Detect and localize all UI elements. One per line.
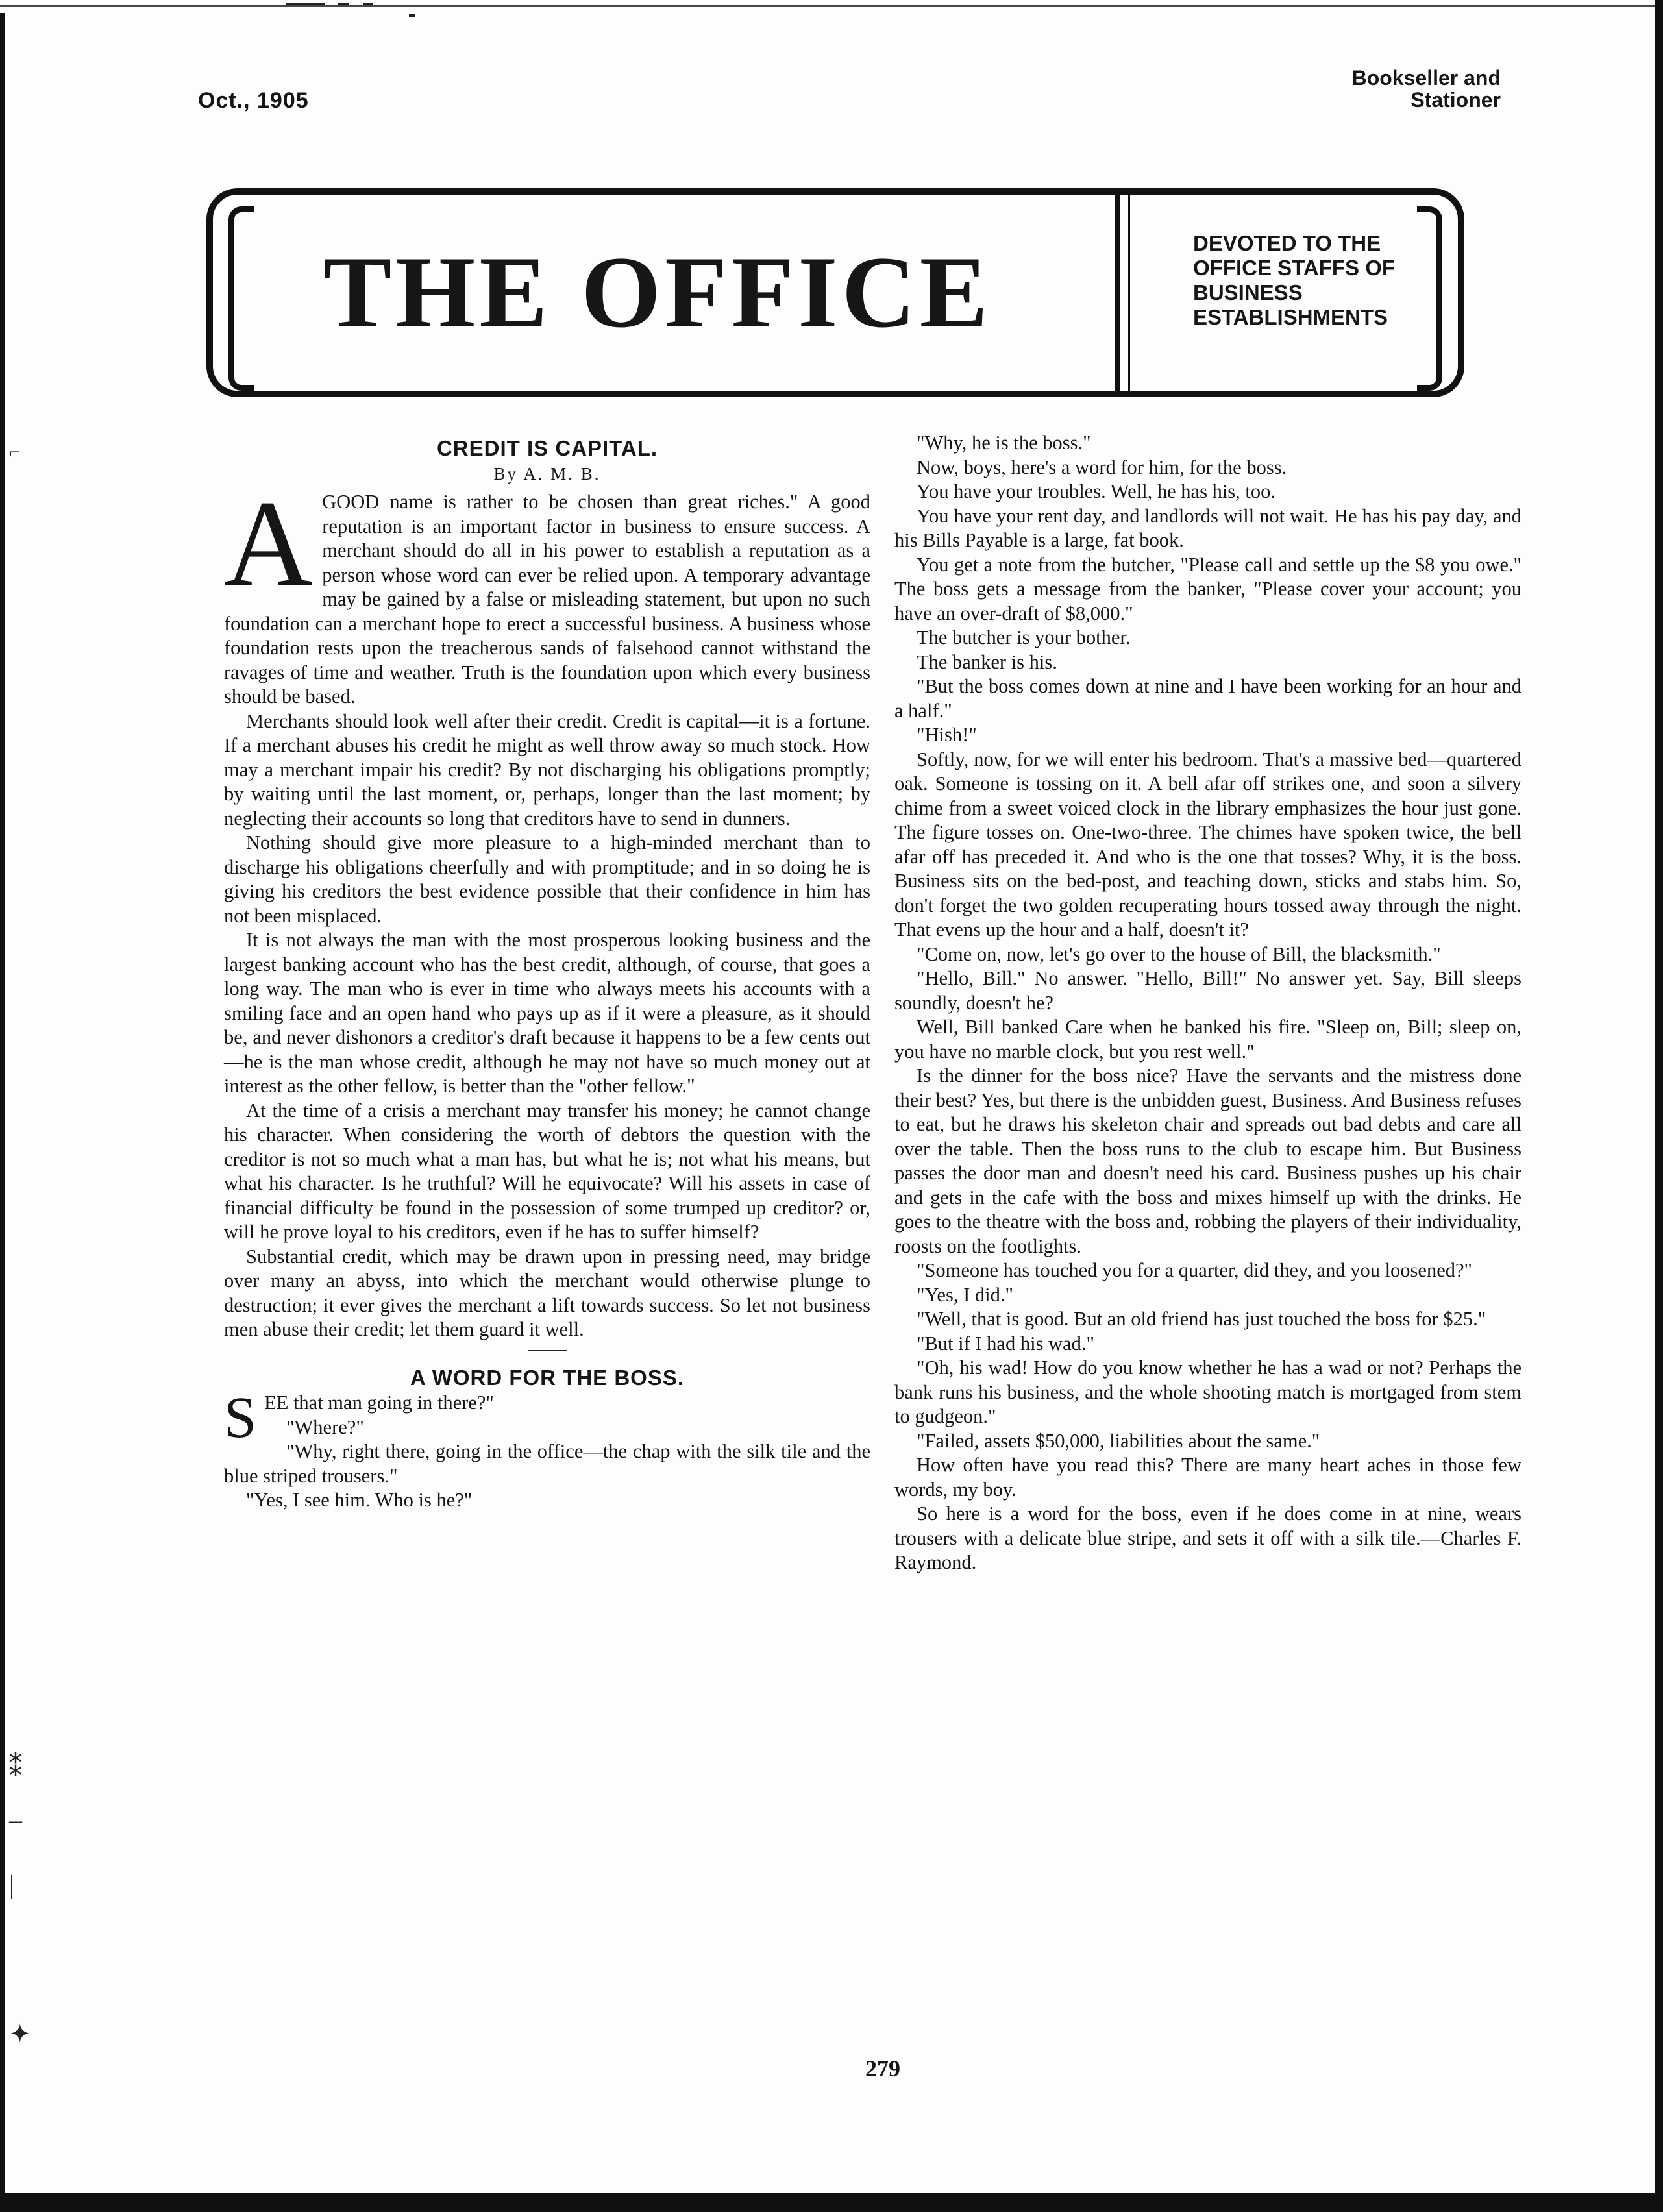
publication-name-line1: Bookseller and (1351, 66, 1501, 90)
section-title: THE OFFICE (323, 236, 992, 349)
margin-mark: | (9, 1870, 15, 1899)
page-number: 279 (865, 2056, 900, 2082)
article-paragraph: How often have you read this? There are many heart aches in those few words, my boy. (894, 1454, 1521, 1501)
article-paragraph: "Why, right there, going in the office—the chap with the silk tile and the blue striped trousers." (224, 1440, 870, 1487)
article-paragraph: Is the dinner for the boss nice? Have the servants and the mistress done their best? Yes, but there is the unbidden guest, Business. And Business refuses to eat, but he draws his skeleton chair and spreads out bad debts and care all over the table. Then the boss runs to the club to escape him. But Business passes the door man and doesn't need his card. Business pushes up his chair and gets in the cafe with the boss and mixes himself up with the drinks. He goes to the theatre with the boss and, robbing the players of their individuality, roosts on the footlights. (894, 1064, 1521, 1257)
margin-mark: ✦ (9, 2019, 31, 2048)
issue-date: Oct., 1905 (198, 88, 309, 113)
article-paragraph: It is not always the man with the most prosperous looking business and the largest banking account who has the best credit, although, of course, that goes a long way. The man who is ever in time who always meets his accounts with a smiling face and an open hand who pays up as if it were a pleasure, as it should be, and never dishonors a creditor's draft because it happens to be a few cents out—he is the man whose credit, although he may not have so much money out at interest as the other fellow, is better than the "other fellow." (224, 929, 870, 1097)
publication-name (1352, 68, 1501, 111)
article-paragraph: "Well, that is good. But an old friend has just touched the boss for $25." (917, 1308, 1486, 1330)
article-paragraph: SEE that man going in there?" (224, 1386, 494, 1450)
article-headline: CREDIT IS CAPITAL. (436, 436, 658, 460)
section-tagline: DEVOTED TO THE OFFICE STAFFS OF BUSINESS ESTABLISHMENTS (1193, 231, 1396, 329)
article-separator (528, 1350, 567, 1351)
publication-name-line2: Stationer (1410, 88, 1501, 112)
article-paragraph: "Hish!" (917, 724, 977, 746)
margin-mark: ⁑ (9, 1753, 22, 1782)
scan-edge-left (0, 13, 5, 2212)
banner-divider (1128, 195, 1130, 391)
article-paragraph: Well, Bill banked Care when he banked his fire. "Sleep on, Bill; sleep on, you have no marble clock, but you rest well." (894, 1016, 1521, 1063)
article-paragraph: "Yes, I did." (917, 1283, 1013, 1306)
article-paragraph: You have your rent day, and landlords will not wait. He has his pay day, and his Bills Payable is a large, fat book. (894, 504, 1521, 551)
article-paragraph: "Yes, I see him. Who is he?" (246, 1489, 473, 1511)
article-paragraph: "Oh, his wad! How do you know whether he has a wad or not? Perhaps the bank runs his business, and the whole shooting match is mortgaged from stem to gudgeon." (894, 1357, 1521, 1427)
article-paragraph: Now, boys, here's a word for him, for the boss. (917, 456, 1287, 478)
banner-bracket-left (228, 206, 254, 391)
article-byline: By A. M. B. (493, 463, 601, 484)
article-paragraph: You have your troubles. Well, he has his, too. (917, 480, 1276, 502)
banner-divider (1115, 195, 1120, 391)
article-paragraph: Softly, now, for we will enter his bedroom. That's a massive bed—quartered oak. Someone is tossing on it. A bell afar off strikes one, and soon a silvery chime from a sweet voiced clock in the library emphasizes the hour just gone. The figure tosses on. One-two-three. The chimes have spoken twice, the bell afar off has preceded it. And who is the one that tosses? Why, it is the boss. Business sits on the bed-post, and teaching down, sticks and stabs him. So, don't forget the two golden recuperating hours tossed away through the night. That evens up the hour and a half, doesn't it? (894, 748, 1521, 940)
article-paragraph: The banker is his. (917, 650, 1057, 673)
banner-bracket-right (1417, 206, 1442, 391)
article-paragraph: "Someone has touched you for a quarter, did they, and you loosened?" (917, 1259, 1472, 1281)
article-paragraph: "Come on, now, let's go over to the house of Bill, the blacksmith." (917, 942, 1441, 965)
drop-cap: S (224, 1386, 257, 1450)
article-headline: A WORD FOR THE BOSS. (410, 1365, 685, 1390)
article-paragraph: At the time of a crisis a merchant may transfer his money; he cannot change his character. When considering the worth of debtors the question with the creditor is not so much what a man has, but what he is; not what his means, but what his character. Is he truthful? Will he equivocate? Will his assets in case of financial difficulty be found in the possession of some trumped up creditor? or, will he prove loyal to his creditors, even if he has to suffer himself? (224, 1099, 870, 1243)
article-paragraph: "Failed, assets $50,000, liabilities about the same." (917, 1429, 1320, 1452)
article-paragraph: You get a note from the butcher, "Please call and settle up the $8 you owe." The boss gets a message from the banker, "Please cover your account; you have an over-draft of $8,000." (894, 553, 1521, 624)
margin-mark: ⌐ (9, 441, 20, 463)
article-paragraph: Nothing should give more pleasure to a high-minded merchant than to discharge his obligations cheerfully and with promptitude; and in so doing he is giving his creditors the best evidence possible that their confidence in him has not been misplaced. (224, 831, 870, 927)
scan-edge-right (1655, 0, 1663, 2212)
article-paragraph: "Hello, Bill." No answer. "Hello, Bill!" No answer yet. Say, Bill sleeps soundly, doesn't he? (894, 967, 1521, 1014)
scan-edge-bottom (0, 2193, 1663, 2212)
margin-mark: – (9, 1805, 22, 1834)
article-paragraph: Substantial credit, which may be drawn upon in pressing need, may bridge over many an abyss, into which the merchant would otherwise plunge to destruction; it ever gives the merchant a lift towards success. So let not business men abuse their credit; let them guard it well. (224, 1245, 870, 1340)
article-paragraph: The butcher is your bother. (917, 626, 1131, 648)
article-paragraph: So here is a word for the boss, even if he does come in at nine, wears trousers with a delicate blue stripe, and sets it off with a silk tile.—Charles F. Raymond. (894, 1503, 1521, 1573)
section-banner (206, 188, 1464, 397)
scan-edge-top (0, 0, 1663, 17)
article-paragraph: "But if I had his wad." (917, 1332, 1094, 1355)
article-paragraph: AGOOD name is rather to be chosen than great riches." A good reputation is an important factor in business to ensure success. A merchant should do all in his power to establish a reputation as a person whose word can ever be relied upon. A temporary advantage may be gained by a false or misleading statement, but upon no such foundation can a merchant hope to erect a successful business. A business whose foundation rests upon the treacherous sands of falsehood cannot withstand the ravages of time and weather. Truth is the foundation upon which every business should be based. (224, 476, 870, 707)
column-left (224, 434, 870, 1513)
column-right (894, 431, 1521, 1575)
article-paragraph: "Why, he is the boss." (917, 432, 1091, 454)
article-paragraph: "But the boss comes down at nine and I have been working for an hour and a half." (894, 675, 1521, 722)
article-paragraph: "Where?" (286, 1416, 364, 1438)
drop-cap: A (224, 476, 314, 612)
article-paragraph: Merchants should look well after their credit. Credit is capital—it is a fortune. If a merchant abuses his credit he might as well throw away so much stock. How may a merchant impair his credit? By not discharging his obligations promptly; by waiting until the last moment, or, perhaps, longer than the last moment; by neglecting their accounts so long that creditors have to send in dunners. (224, 709, 870, 830)
